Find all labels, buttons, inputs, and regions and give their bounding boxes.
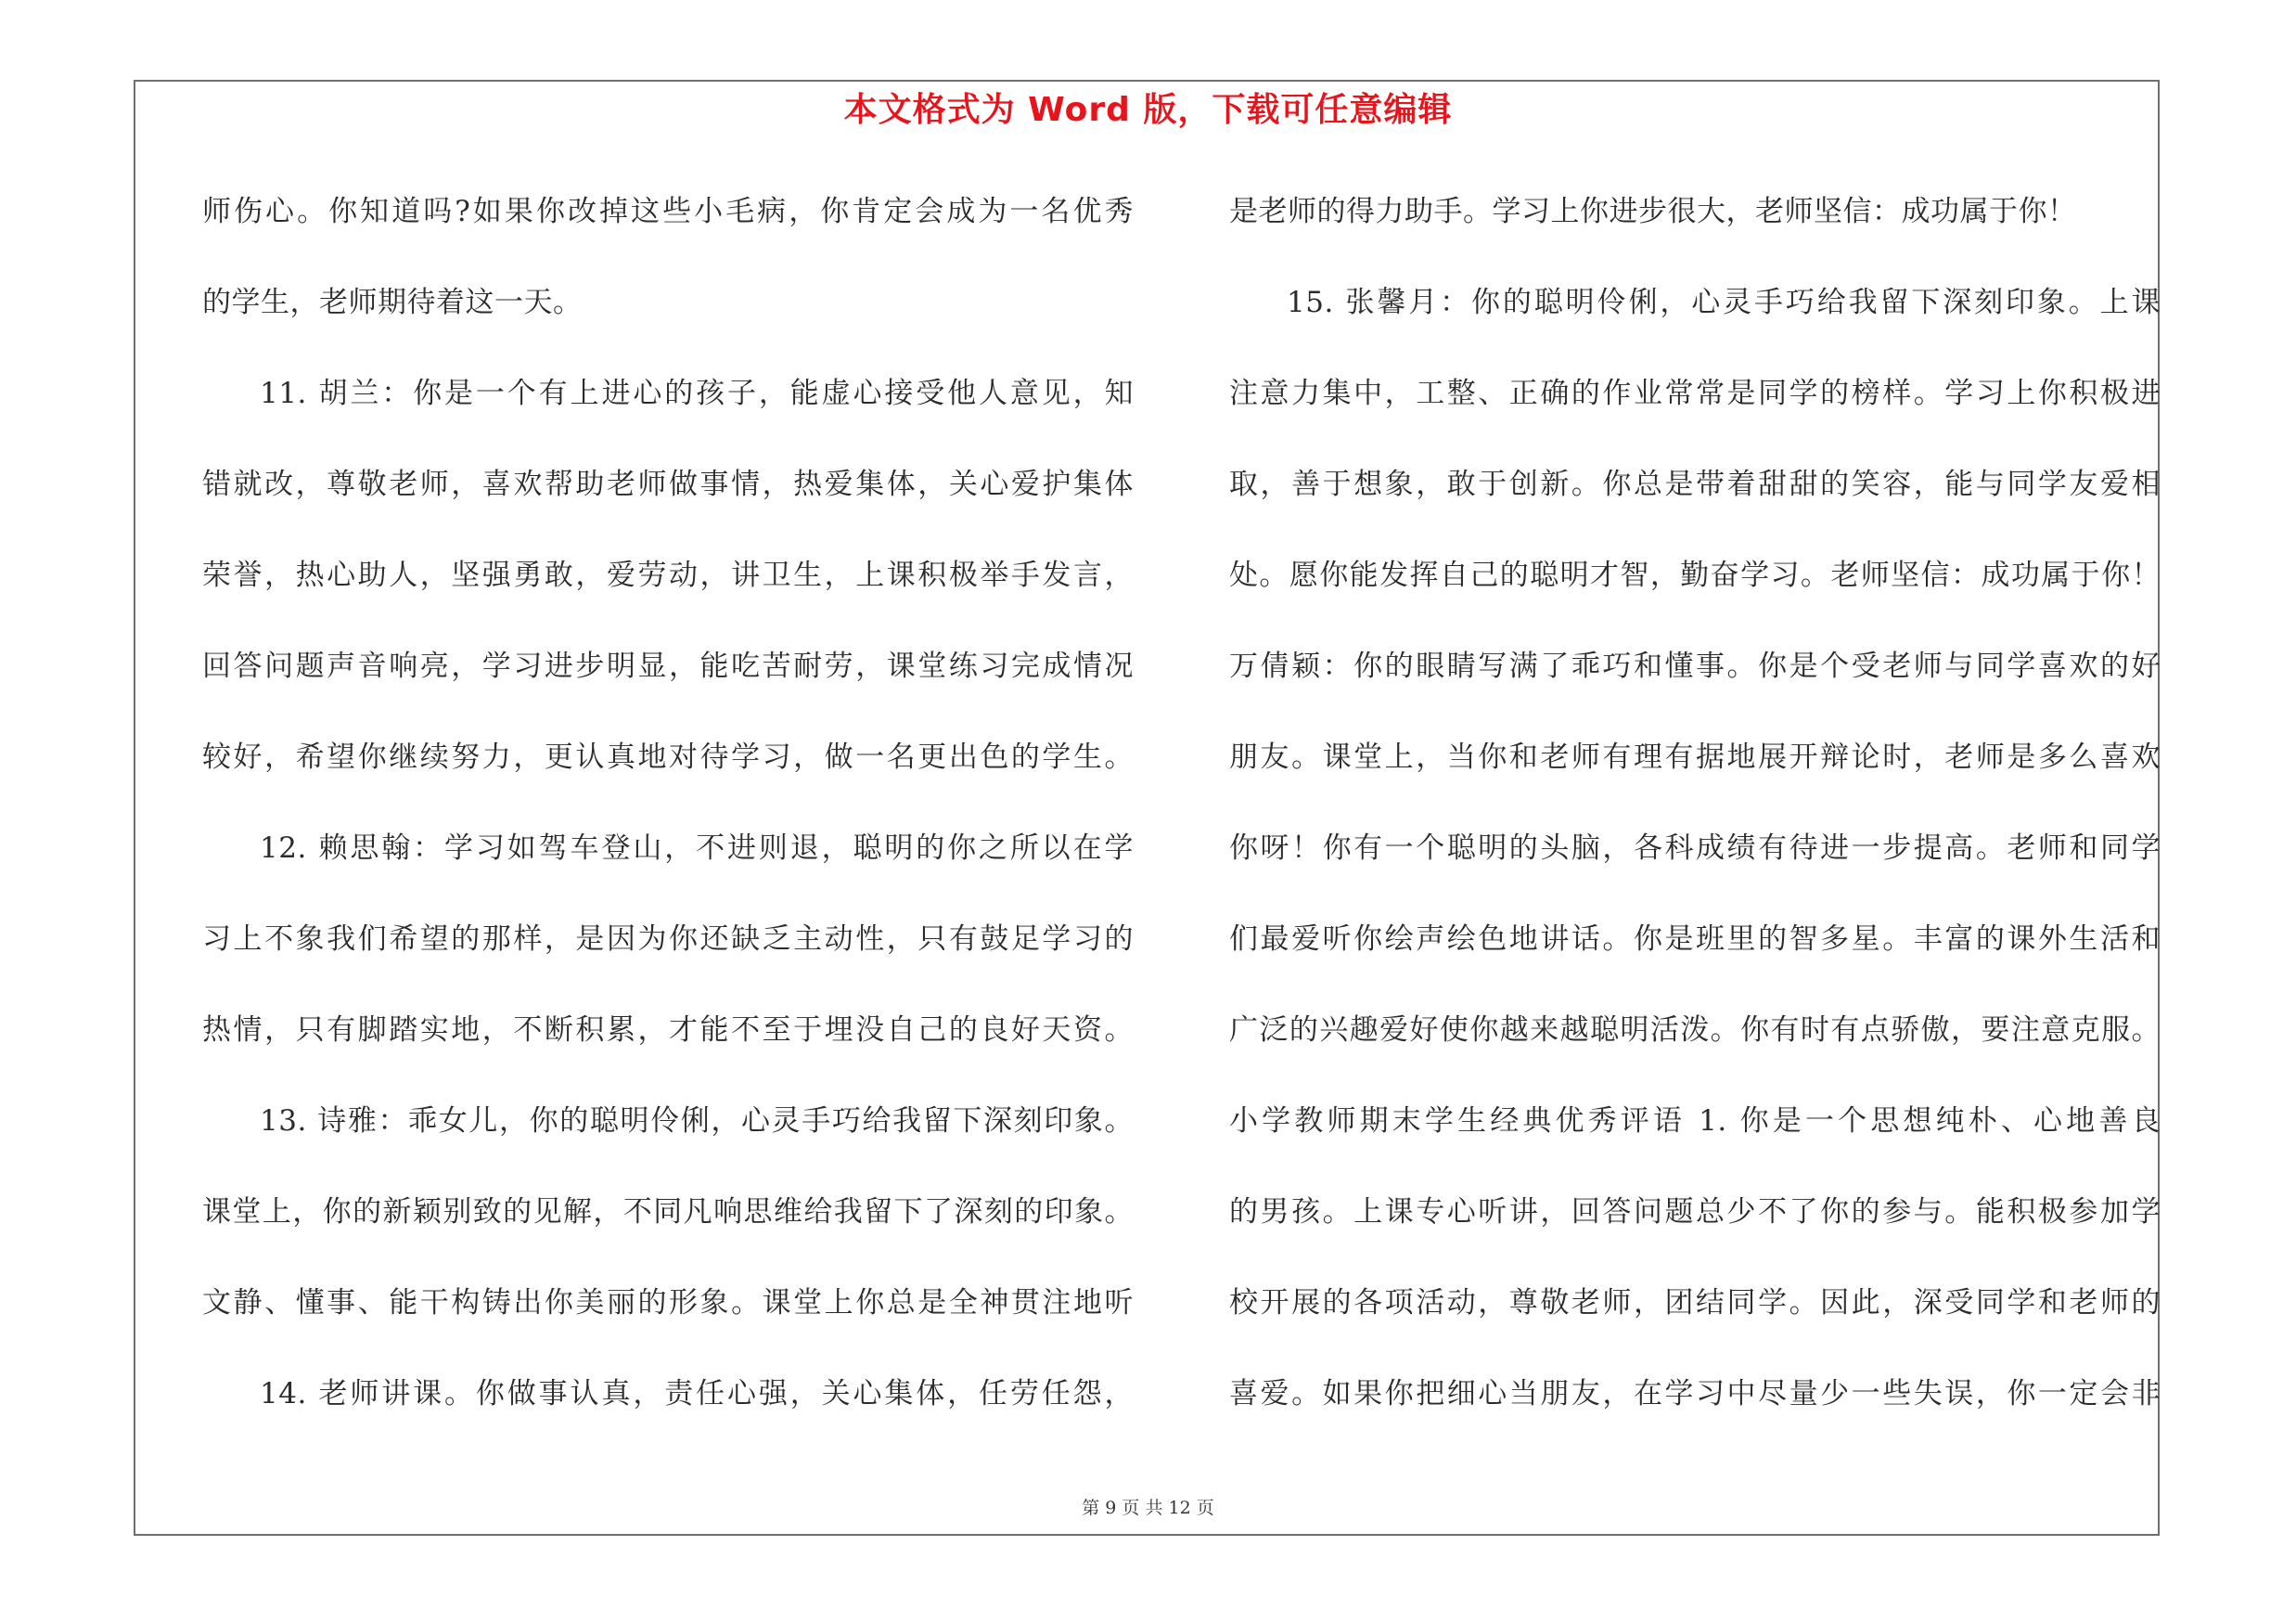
text-line: 万倩颖：你的眼睛写满了乖巧和懂事。你是个受老师与同学喜欢的好 — [1229, 650, 2161, 683]
text-line: 热情，只有脚踏实地，不断积累，才能不至于埋没自己的良好天资。 — [202, 1013, 1134, 1047]
text-line: 喜爱。如果你把细心当朋友，在学习中尽量少一些失误，你一定会非 — [1229, 1377, 2161, 1410]
text-line: 14. 老师讲课。你做事认真，责任心强，关心集体，任劳任怨， — [260, 1377, 1134, 1410]
text-line: 你呀！你有一个聪明的头脑，各科成绩有待进一步提高。老师和同学 — [1229, 831, 2161, 865]
text-line: 校开展的各项活动，尊敬老师，团结同学。因此，深受同学和老师的 — [1229, 1286, 2161, 1320]
format-notice-banner: 本文格式为 Word 版，下载可任意编辑 — [843, 91, 1453, 129]
text-line: 文静、懂事、能干构铸出你美丽的形象。课堂上你总是全神贯注地听 — [202, 1286, 1134, 1320]
text-line: 处。愿你能发挥自己的聪明才智，勤奋学习。老师坚信：成功属于你！ — [1229, 559, 2161, 592]
text-line: 11. 胡兰：你是一个有上进心的孩子，能虚心接受他人意见，知 — [260, 377, 1134, 410]
text-line: 是老师的得力助手。学习上你进步很大，老师坚信：成功属于你！ — [1229, 195, 2077, 228]
text-line: 广泛的兴趣爱好使你越来越聪明活泼。你有时有点骄傲，要注意克服。 — [1229, 1013, 2161, 1047]
text-line: 课堂上，你的新颖别致的见解，不同凡响思维给我留下了深刻的印象。 — [202, 1195, 1134, 1229]
text-line: 们最爱听你绘声绘色地讲话。你是班里的智多星。丰富的课外生活和 — [1229, 922, 2161, 956]
text-line: 12. 赖思翰：学习如驾车登山，不进则退，聪明的你之所以在学 — [260, 831, 1134, 865]
text-line: 15. 张馨月：你的聪明伶俐，心灵手巧给我留下深刻印象。上课 — [1287, 286, 2161, 319]
text-line: 习上不象我们希望的那样，是因为你还缺乏主动性，只有鼓足学习的 — [202, 922, 1134, 956]
text-line: 回答问题声音响亮，学习进步明显，能吃苦耐劳，课堂练习完成情况 — [202, 650, 1134, 683]
text-line: 师伤心。你知道吗?如果你改掉这些小毛病，你肯定会成为一名优秀 — [202, 195, 1134, 228]
right-text-column — [1229, 184, 2161, 1455]
text-line: 13. 诗雅：乖女儿，你的聪明伶俐，心灵手巧给我留下深刻印象。 — [260, 1104, 1134, 1138]
text-line: 较好，希望你继续努力，更认真地对待学习，做一名更出色的学生。 — [202, 741, 1134, 774]
text-line: 的学生，老师期待着这一天。 — [202, 286, 583, 319]
text-line: 取，善于想象，敢于创新。你总是带着甜甜的笑容，能与同学友爱相 — [1229, 468, 2161, 501]
text-line: 荣誉，热心助人，坚强勇敢，爱劳动，讲卫生，上课积极举手发言， — [202, 559, 1134, 592]
text-line: 错就改，尊敬老师，喜欢帮助老师做事情，热爱集体，关心爱护集体 — [202, 468, 1134, 501]
text-line: 的男孩。上课专心听讲，回答问题总少不了你的参与。能积极参加学 — [1229, 1195, 2161, 1229]
left-text-column — [202, 184, 1134, 1455]
text-line: 朋友。课堂上，当你和老师有理有据地展开辩论时，老师是多么喜欢 — [1229, 741, 2161, 774]
page-number-footer: 第 9 页 共 12 页 — [1082, 1498, 1214, 1518]
text-line: 注意力集中，工整、正确的作业常常是同学的榜样。学习上你积极进 — [1229, 377, 2161, 410]
text-line: 小学教师期末学生经典优秀评语 1. 你是一个思想纯朴、心地善良 — [1229, 1104, 2161, 1138]
